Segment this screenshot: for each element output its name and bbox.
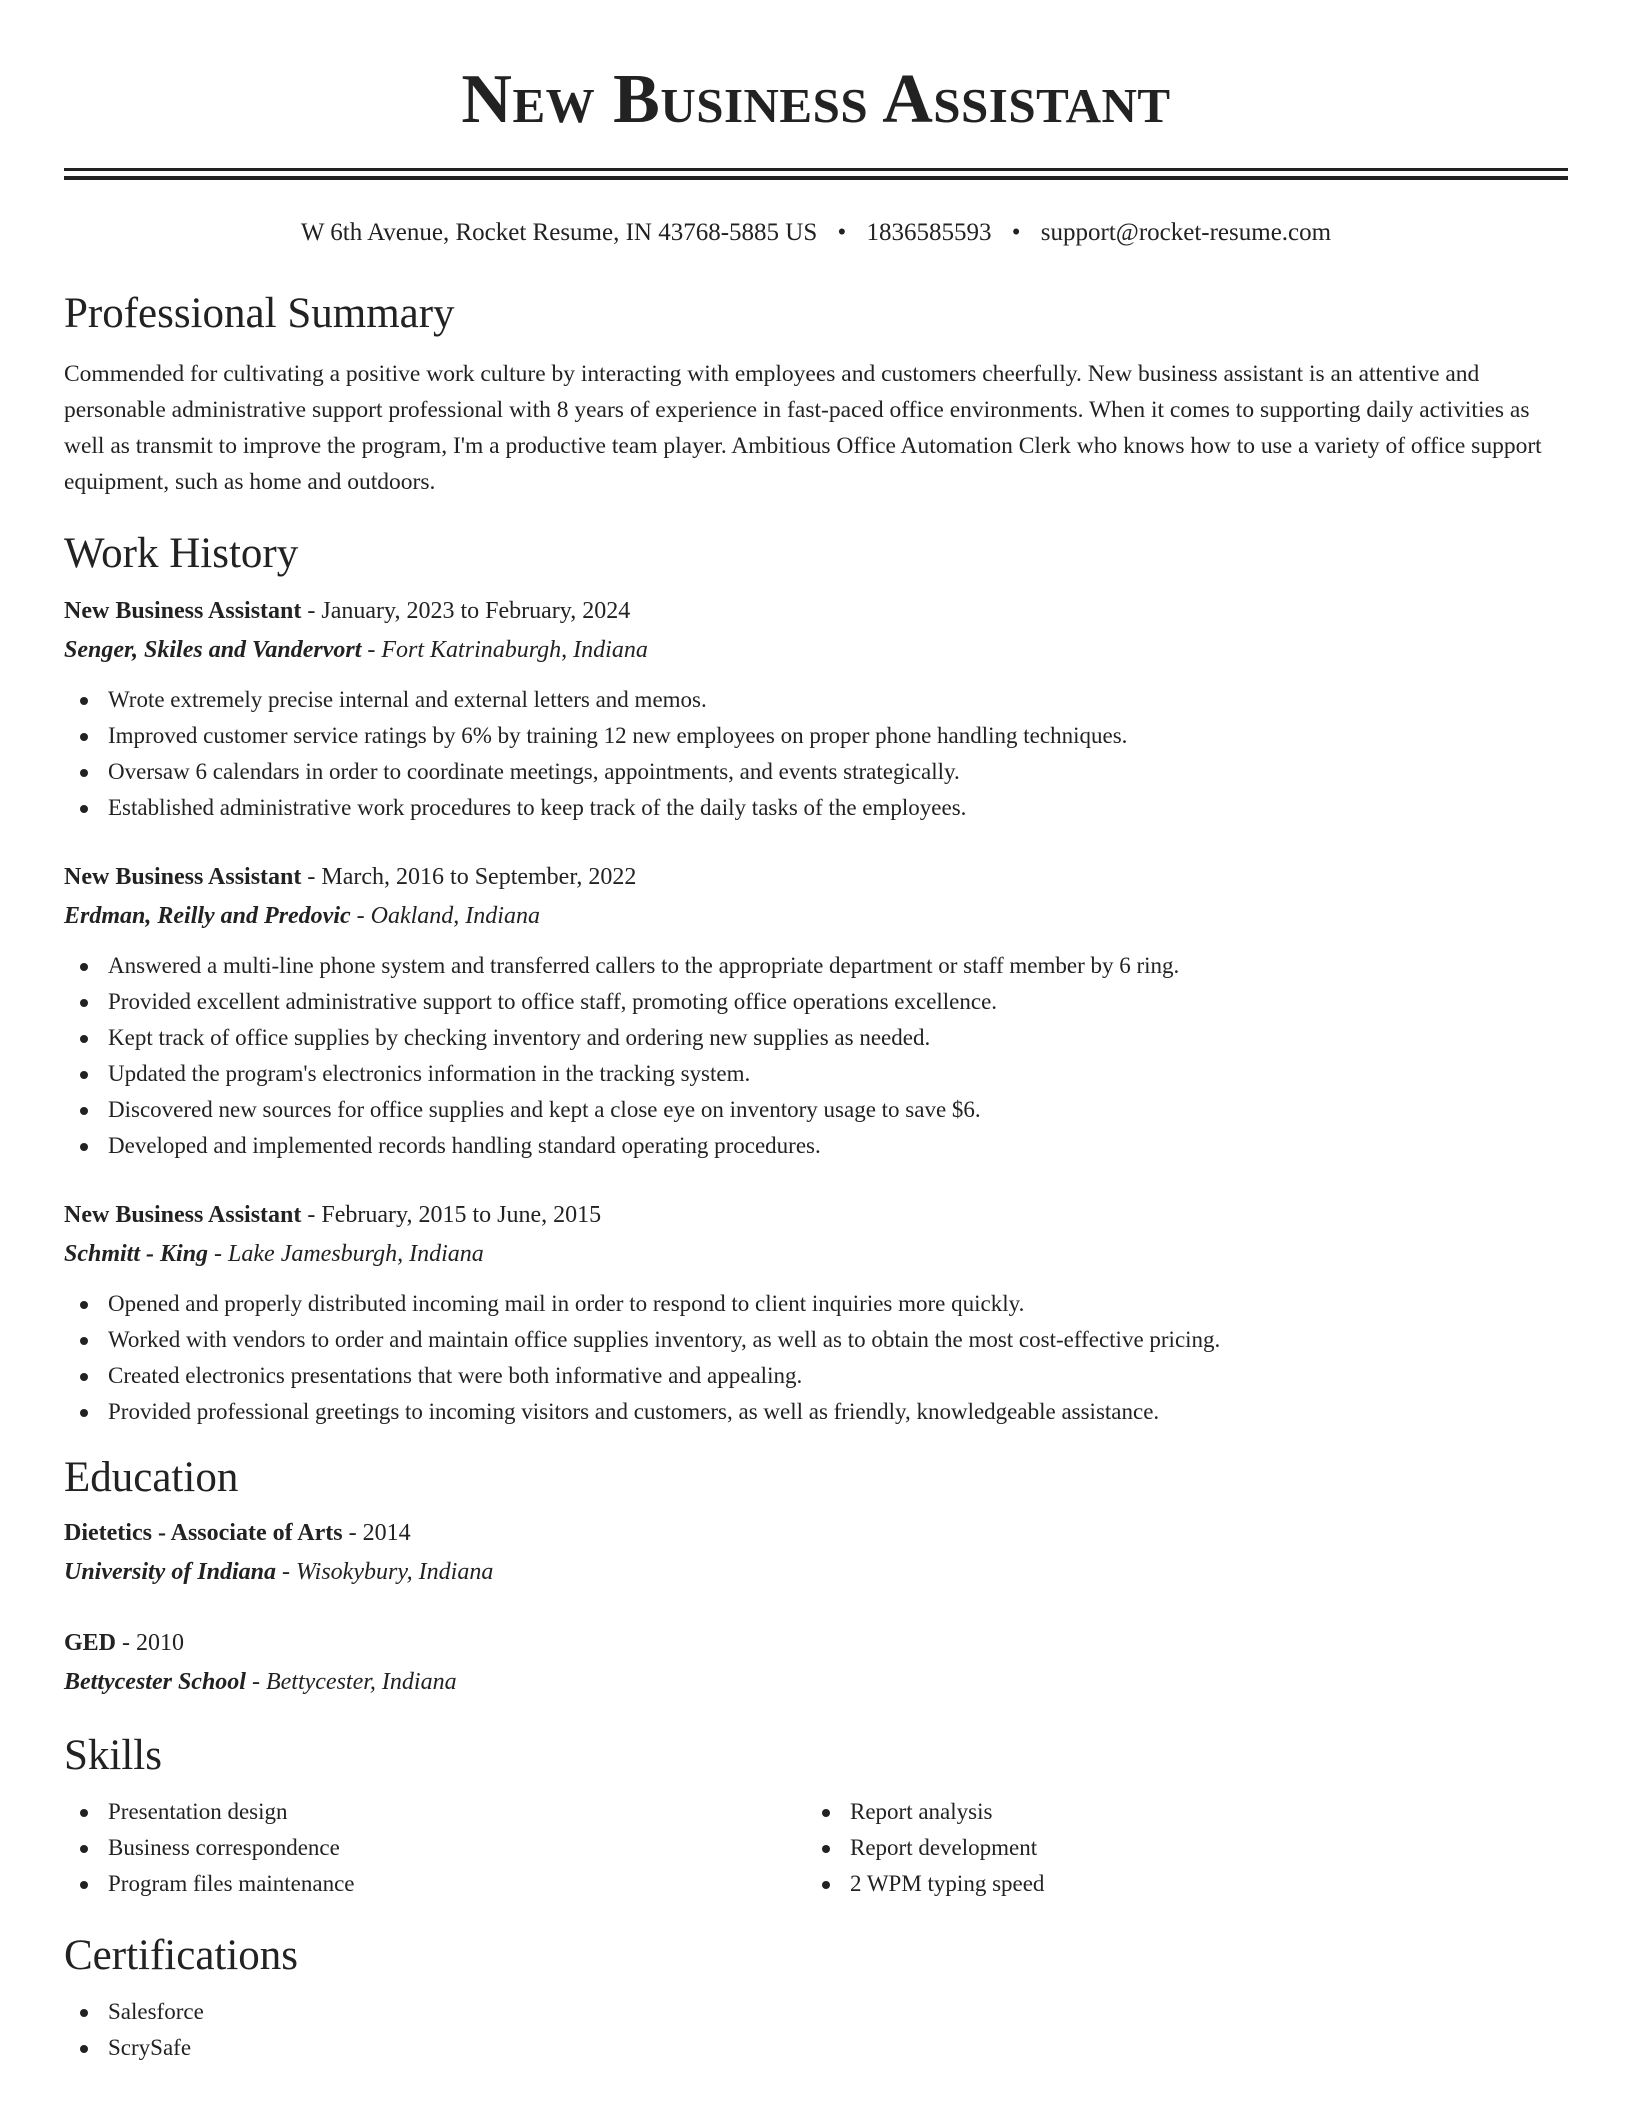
job-location: - Oakland, Indiana (350, 903, 540, 929)
education-degree-line (64, 1624, 1568, 1662)
job-bullets (64, 948, 1568, 1164)
job-location: - Lake Jamesburgh, Indiana (208, 1241, 484, 1267)
certification-item: ScrySafe (64, 2030, 1568, 2066)
contact-address: W 6th Avenue, Rocket Resume, IN 43768-5885 US (300, 219, 818, 246)
job-company-line (64, 1234, 1568, 1274)
job-bullet: Opened and properly distributed incoming mail in order to respond to client inquiries more quickly. (64, 1286, 1568, 1322)
job-bullet: Improved customer service ratings by 6% by training 12 new employees on proper phone handling techniques. (64, 718, 1568, 754)
certifications-list (64, 1994, 1568, 2066)
education-year: - 2010 (116, 1630, 185, 1656)
skill-item: Business correspondence (64, 1830, 806, 1866)
skill-item: Program files maintenance (64, 1866, 806, 1902)
job-entry (64, 592, 1568, 826)
job-dates: - March, 2016 to September, 2022 (301, 864, 637, 890)
header-double-rule (64, 168, 1568, 180)
job-bullet: Wrote extremely precise internal and external letters and memos. (64, 682, 1568, 718)
education-school-line (64, 1662, 1568, 1702)
job-bullet: Updated the program's electronics information in the tracking system. (64, 1056, 1568, 1092)
job-dates: - February, 2015 to June, 2015 (301, 1202, 602, 1228)
job-bullet: Worked with vendors to order and maintain office supplies inventory, as well as to obtain the most cost-effective pricing. (64, 1322, 1568, 1358)
resume-name: New Business Assistant (461, 61, 1171, 138)
job-bullet: Oversaw 6 calendars in order to coordinate meetings, appointments, and events strategically. (64, 754, 1568, 790)
job-entry (64, 1196, 1568, 1430)
job-location: - Fort Katrinaburgh, Indiana (361, 637, 648, 663)
job-title-line (64, 1196, 1568, 1234)
section-heading-education: Education (64, 1454, 239, 1501)
education-school: Bettycester School (64, 1669, 246, 1695)
contact-line (64, 218, 1568, 248)
contact-separator: • (1011, 219, 1021, 246)
education-school-line (64, 1552, 1568, 1592)
education-entry (64, 1514, 1568, 1592)
job-title: New Business Assistant (64, 1202, 302, 1228)
skills-list-left (64, 1794, 806, 1902)
education-degree: GED (64, 1630, 117, 1656)
education-year: - 2014 (342, 1520, 411, 1546)
education-degree-line (64, 1514, 1568, 1552)
job-title-line (64, 858, 1568, 896)
job-bullet: Provided professional greetings to incoming visitors and customers, as well as friendly, knowledgeable assistance. (64, 1394, 1568, 1430)
education-location: - Bettycester, Indiana (245, 1669, 457, 1695)
skills-columns (64, 1794, 1568, 1902)
section-heading-work-history: Work History (64, 530, 299, 577)
education-degree: Dietetics - Associate of Arts (64, 1520, 343, 1546)
job-bullet: Answered a multi-line phone system and transferred callers to the appropriate department or staff member by 6 ring. (64, 948, 1568, 984)
contact-phone: 1836585593 (866, 219, 992, 246)
job-company: Schmitt - King (64, 1241, 209, 1267)
job-bullet: Discovered new sources for office supplies and kept a close eye on inventory usage to save $6. (64, 1092, 1568, 1128)
education-location: - Wisokybury, Indiana (276, 1559, 494, 1585)
job-bullet: Provided excellent administrative support to office staff, promoting office operations excellence. (64, 984, 1568, 1020)
contact-email: support@rocket-resume.com (1040, 219, 1332, 246)
job-company: Erdman, Reilly and Predovic (64, 903, 351, 929)
job-bullet: Established administrative work procedures to keep track of the daily tasks of the employees. (64, 790, 1568, 826)
skills-list-right (806, 1794, 1548, 1902)
contact-separator: • (837, 219, 847, 246)
job-bullets (64, 1286, 1568, 1430)
skill-item: 2 WPM typing speed (806, 1866, 1548, 1902)
job-company-line (64, 896, 1568, 936)
section-heading-summary: Professional Summary (64, 290, 455, 337)
skill-item: Report analysis (806, 1794, 1548, 1830)
section-heading-certifications: Certifications (64, 1932, 299, 1979)
job-bullet: Developed and implemented records handling standard operating procedures. (64, 1128, 1568, 1164)
job-bullet: Kept track of office supplies by checking inventory and ordering new supplies as needed. (64, 1020, 1568, 1056)
job-entry (64, 858, 1568, 1164)
job-title: New Business Assistant (64, 598, 302, 624)
job-company-line (64, 630, 1568, 670)
section-heading-skills: Skills (64, 1732, 162, 1779)
job-bullets (64, 682, 1568, 826)
certification-item: Salesforce (64, 1994, 1568, 2030)
skill-item: Report development (806, 1830, 1548, 1866)
resume-page (64, 0, 1568, 2066)
education-school: University of Indiana (64, 1559, 277, 1585)
job-company: Senger, Skiles and Vandervort (64, 637, 362, 663)
job-title-line (64, 592, 1568, 630)
job-bullet: Created electronics presentations that were both informative and appealing. (64, 1358, 1568, 1394)
skill-item: Presentation design (64, 1794, 806, 1830)
job-title: New Business Assistant (64, 864, 302, 890)
job-dates: - January, 2023 to February, 2024 (301, 598, 631, 624)
education-entry (64, 1624, 1568, 1702)
summary-text: Commended for cultivating a positive work culture by interacting with employees and customers cheerfully. New business assistant is an attentive and personable administrative support professional with 8 years of experience in fast-paced office environments. When it comes to supporting daily activities as well as transmit to improve the program, I'm a productive team player. Ambitious Office Automation Clerk who knows how to use a variety of office support equipment, such as home and outdoors. (64, 361, 1542, 495)
